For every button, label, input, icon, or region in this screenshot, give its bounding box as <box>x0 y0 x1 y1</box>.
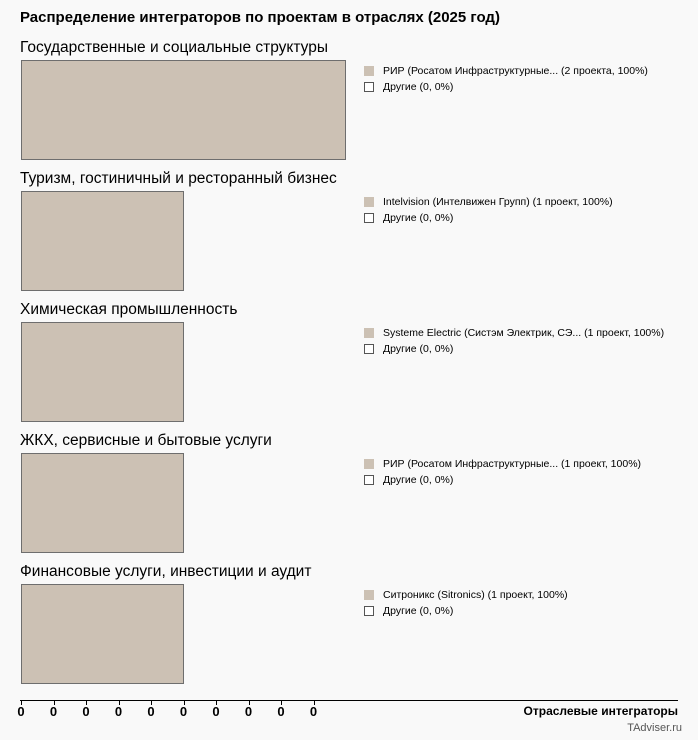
legend-swatch <box>364 606 374 616</box>
legend-item[interactable] <box>364 457 641 471</box>
legend-item[interactable] <box>364 604 453 618</box>
chart-title: Распределение интеграторов по проектам в отраслях (2025 год) <box>20 9 500 26</box>
x-tick-label: 0 <box>212 704 220 719</box>
x-tick-label: 0 <box>17 704 25 719</box>
legend-swatch <box>364 213 374 223</box>
panel-title: Государственные и социальные структуры <box>20 39 328 56</box>
bar[interactable] <box>21 584 184 684</box>
legend-item[interactable] <box>364 473 453 487</box>
legend-swatch <box>364 590 374 600</box>
panel-title: Финансовые услуги, инвестиции и аудит <box>20 563 312 580</box>
legend-item[interactable] <box>364 211 453 225</box>
x-tick-label: 0 <box>114 704 123 719</box>
legend-label: Другие (0, 0%) <box>383 605 454 617</box>
legend-item[interactable] <box>364 326 664 340</box>
x-tick-label: 0 <box>309 704 318 719</box>
bar[interactable] <box>21 191 184 291</box>
x-tick-label: 0 <box>82 704 90 719</box>
source-label: TAdviser.ru <box>627 722 682 734</box>
x-tick-label: 0 <box>277 704 285 719</box>
panel-title: Химическая промышленность <box>20 301 238 318</box>
legend-label: Intelvision (Интелвижен Групп) (1 проект, 100%) <box>383 196 613 208</box>
legend-label: Другие (0, 0%) <box>383 474 454 486</box>
x-axis-label: Отраслевые интеграторы <box>523 704 678 718</box>
legend-item[interactable] <box>364 64 648 78</box>
legend-label: Systeme Electric (Систэм Электрик, СЭ... (1 проект, 100%) <box>383 327 665 339</box>
bar[interactable] <box>21 322 184 422</box>
legend-swatch <box>364 197 374 207</box>
legend-label: РИР (Росатом Инфраструктурные... (2 проекта, 100%) <box>383 65 648 77</box>
legend-item[interactable] <box>364 195 613 209</box>
legend-swatch <box>364 66 374 76</box>
legend-item[interactable] <box>364 588 568 602</box>
legend-swatch <box>364 459 374 469</box>
legend-swatch <box>364 344 374 354</box>
legend-swatch <box>364 82 374 92</box>
legend-swatch <box>364 475 374 485</box>
legend-swatch <box>364 328 374 338</box>
panel-title: Туризм, гостиничный и ресторанный бизнес <box>20 170 337 187</box>
bar[interactable] <box>21 60 346 160</box>
legend-label: Другие (0, 0%) <box>383 343 454 355</box>
x-tick-label: 0 <box>147 704 155 719</box>
x-tick-label: 0 <box>244 704 253 719</box>
legend-label: Другие (0, 0%) <box>383 81 454 93</box>
legend-label: Ситроникс (Sitronics) (1 проект, 100%) <box>383 589 568 601</box>
panel-title: ЖКХ, сервисные и бытовые услуги <box>20 432 272 449</box>
legend-item[interactable] <box>364 80 453 94</box>
bar[interactable] <box>21 453 184 553</box>
legend-label: Другие (0, 0%) <box>383 212 454 224</box>
x-tick-label: 0 <box>49 704 58 719</box>
legend-item[interactable] <box>364 342 453 356</box>
x-tick-label: 0 <box>179 704 188 719</box>
legend-label: РИР (Росатом Инфраструктурные... (1 проект, 100%) <box>383 458 642 470</box>
